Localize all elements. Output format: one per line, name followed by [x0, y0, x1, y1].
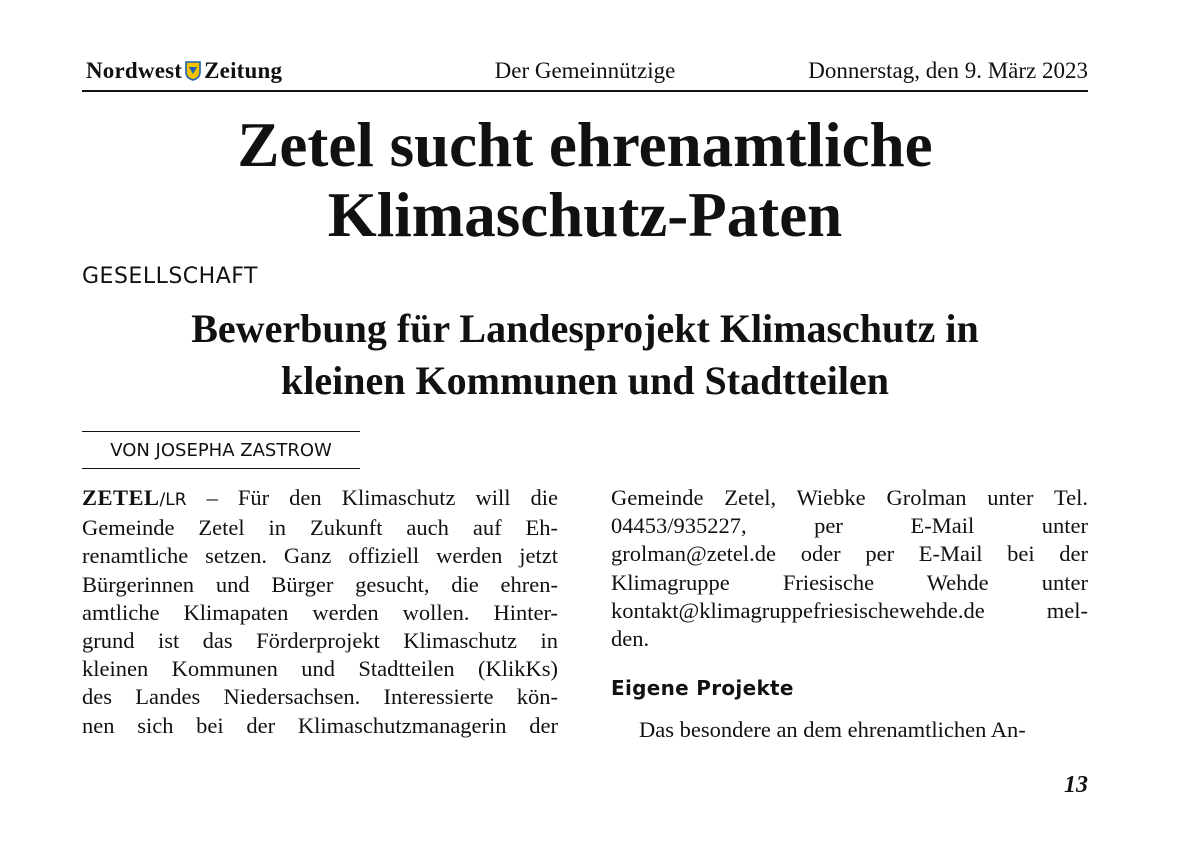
- body-line: kleinen Kommunen und Stadtteilen (KlikKs): [82, 656, 558, 682]
- title-line-1: Zetel sucht ehrenamtliche: [237, 110, 933, 180]
- brand-right: Zeitung: [204, 58, 283, 83]
- body-line: Klimagruppe Friesische Wehde unter: [611, 569, 1088, 595]
- agency-tag: /LR: [159, 490, 187, 510]
- byline: VON JOSEPHA ZASTROW: [82, 431, 360, 469]
- masthead: [82, 58, 1088, 92]
- body-line: grolman@zetel.de oder per E-Mail bei der: [611, 541, 1088, 567]
- dateline: ZETEL: [82, 485, 160, 510]
- body-line: ZETEL/LR – Für den Klimaschutz will die: [82, 485, 558, 510]
- body-line: Gemeinde Zetel, Wiebke Grolman unter Tel.: [611, 485, 1088, 510]
- page-number: 13: [1064, 772, 1088, 798]
- body-line: Gemeinde Zetel in Zukunft auch auf Eh-: [82, 515, 558, 541]
- column-1: [82, 484, 558, 740]
- subtitle-line-1: Bewerbung für Landesprojekt Klimaschutz in: [191, 306, 979, 351]
- issue-date: Donnerstag, den 9. März 2023: [808, 58, 1088, 83]
- body-line: kontakt@klimagruppefriesischewehde.de mel-: [611, 597, 1088, 623]
- article-subtitle: [82, 303, 1088, 407]
- publication-name: Der Gemeinnützige: [494, 58, 676, 83]
- body-line: grund ist das Förderprojekt Klimaschutz in: [82, 628, 558, 654]
- brand-left: Nordwest: [86, 58, 183, 83]
- body-line: des Landes Niedersachsen. Interessierte kön-: [82, 684, 558, 710]
- body-line: den.: [611, 626, 650, 652]
- body-line: nen sich bei der Klimaschutzmanagerin der: [82, 712, 558, 738]
- title-line-2: Klimaschutz-Paten: [327, 180, 843, 250]
- body-line: 04453/935227, per E-Mail unter: [611, 513, 1088, 539]
- column-2: [611, 484, 1088, 653]
- column-2-continued: [611, 716, 1088, 744]
- body-line: Bürgerinnen und Bürger gesucht, die ehren-: [82, 571, 558, 597]
- subheading: Eigene Projekte: [611, 676, 794, 700]
- subtitle-line-2: kleinen Kommunen und Stadtteilen: [281, 358, 889, 403]
- body-line: Das besondere an dem ehrenamtlichen An-: [639, 717, 1026, 742]
- body-line: amtliche Klimapaten werden wollen. Hinter-: [82, 599, 558, 625]
- body-line: renamtliche setzen. Ganz offiziell werden jetzt: [82, 543, 558, 569]
- article-title: [82, 110, 1088, 250]
- section-label: GESELLSCHAFT: [82, 264, 258, 289]
